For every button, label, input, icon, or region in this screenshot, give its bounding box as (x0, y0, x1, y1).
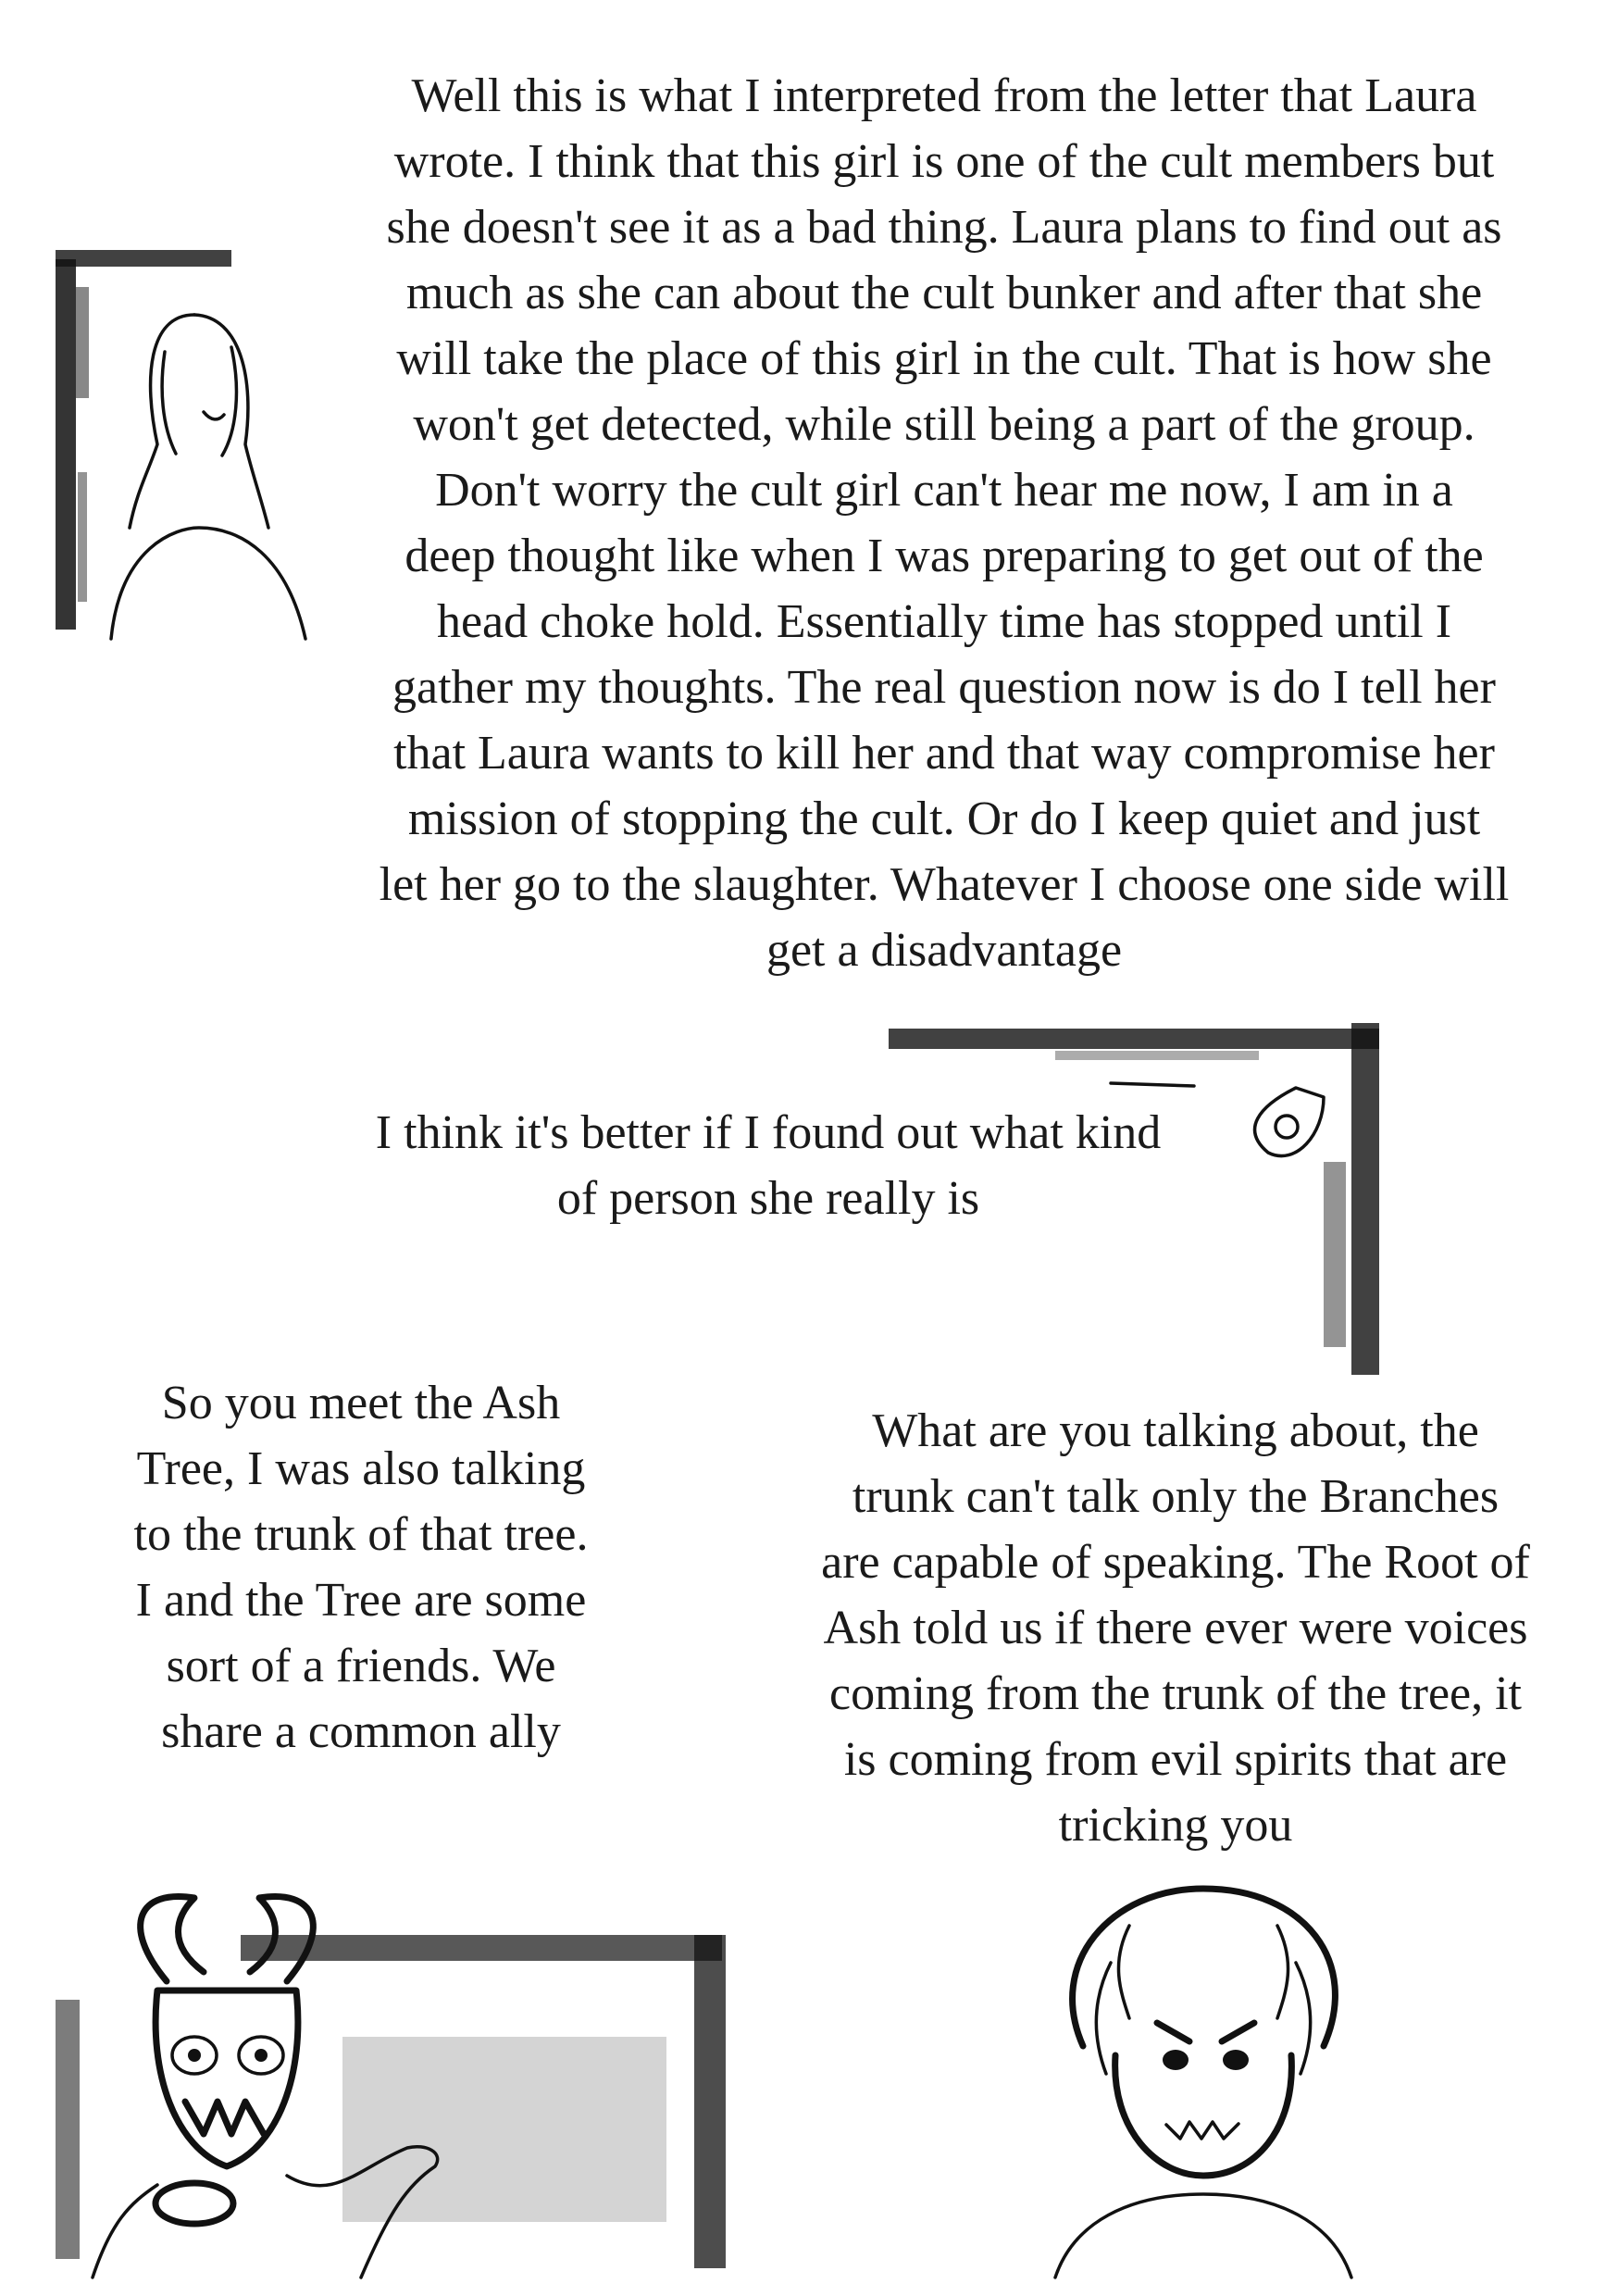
grunge-border-left (56, 250, 231, 630)
angry-cult-girl-panel (1000, 1861, 1481, 2277)
narration-text: Well this is what I interpreted from the letter that Laura wrote. I think that this girl is one of the cult members but she doesn't see it as a bad thing. Laura plans to find out as much as she can about the cult bunker and after that she will take the place of this girl in the cult. That is how she won't get detected, while still being a part of the group. Don't worry the cult girl can't hear me now, I am in a deep thought like when I was preparing to get out of the head choke hold. Essentially time has stopped until I gather my thoughts. The real question now is do I tell her that Laura wants to kill her and that way compromise her mission of stopping the cult. Or do I keep quiet and just let her go to the slaughter. Whatever I choose one side will get a disadvantage (379, 69, 1510, 977)
cult-girl-speech-text: What are you talking about, the trunk can't talk only the Branches are capable of speaking. The Root of Ash told us if there ever were voices coming from the trunk of the tree, it is coming from evil spirits that are tricking you (821, 1404, 1530, 1852)
masked-character-panel (56, 1870, 759, 2277)
girl-sketch-panel (56, 250, 315, 639)
ash-tree-speech-text: So you meet the Ash Tree, I was also talking to the trunk of that tree. I and the Tree are some sort of a friends. We share a common ally (133, 1377, 589, 1758)
thought-text: I think it's better if I found out what kind of person she really is (375, 1106, 1162, 1225)
